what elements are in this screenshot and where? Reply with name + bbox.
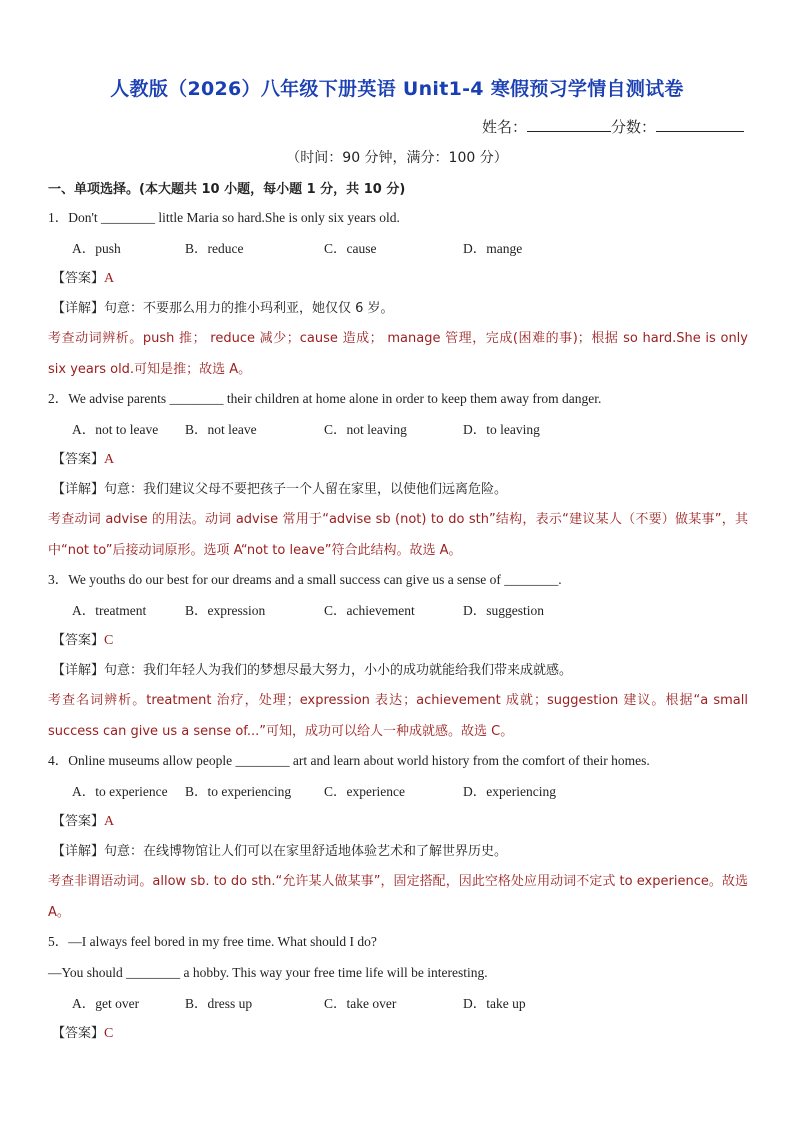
option-c: C．cause — [324, 241, 377, 256]
option-row — [72, 239, 748, 259]
translation-text: 句意：我们年轻人为我们的梦想尽最大努力，小小的成功就能给我们带来成就感。 — [104, 663, 573, 678]
explain-label: 【详解】 — [52, 301, 105, 316]
question-5 — [48, 932, 748, 1044]
answer-line — [52, 450, 748, 470]
score-label: 分数： — [610, 118, 656, 136]
question-3 — [48, 570, 748, 747]
answer-label: 【答案】 — [52, 271, 105, 286]
option-row — [72, 420, 748, 440]
option-a: A．treatment — [72, 603, 147, 618]
answer-label: 【答案】 — [52, 814, 105, 829]
answer-label: 【答案】 — [52, 633, 105, 648]
answer-value: A — [104, 271, 115, 286]
option-b: B．to experiencing — [185, 784, 292, 799]
name-label: 姓名： — [481, 118, 527, 136]
score-blank[interactable] — [656, 117, 744, 132]
explain-label: 【详解】 — [52, 844, 105, 859]
analysis-text: 考查非谓语动词。allow sb. to do sth.“允许某人做某事”，固定搭配，因此空格处应用动词不定式 to experience。故选 A。 — [48, 874, 748, 920]
translation-text: 句意：不要那么用力的推小玛利亚，她仅仅 6 岁。 — [104, 301, 394, 316]
answer-line — [52, 631, 748, 651]
option-d: D．mange — [463, 241, 523, 256]
option-b: B．not leave — [185, 422, 257, 437]
answer-label: 【答案】 — [52, 452, 105, 467]
question-2 — [48, 389, 748, 566]
answer-line — [52, 269, 748, 289]
option-c: C．not leaving — [324, 422, 407, 437]
option-a: A．not to leave — [72, 422, 159, 437]
section-title: 一、单项选择。(本大题共 10 小题，每小题 1 分，共 10 分) — [48, 182, 406, 197]
question-stem: 4．Online museums allow people ________ art and learn about world history from the comfort of their homes. — [48, 753, 650, 768]
translation-text: 句意：在线博物馆让人们可以在家里舒适地体验艺术和了解世界历史。 — [104, 844, 508, 859]
option-row — [72, 782, 748, 802]
question-stem-second-line: —You should ________ a hobby. This way your free time life will be interesting. — [48, 965, 488, 980]
option-c: C．take over — [324, 996, 397, 1011]
option-c: C．experience — [324, 784, 405, 799]
time-note: （时间：90 分钟，满分：100 分） — [286, 150, 508, 166]
explanation-line — [52, 480, 748, 500]
option-d: D．to leaving — [463, 422, 540, 437]
option-b: B．reduce — [185, 241, 244, 256]
option-a: A．to experience — [72, 784, 168, 799]
answer-value: C — [104, 633, 114, 648]
analysis-text: 考查名词辨析。treatment 治疗，处理；expression 表达；achievement 成就；suggestion 建议。根据“a small success can give us a sense of...”可知，成功可以给人一种成就感。故选 C。 — [48, 693, 748, 739]
option-row — [72, 994, 748, 1014]
explanation-line — [52, 842, 748, 862]
question-stem: 1．Don't ________ little Maria so hard.She is only six years old. — [48, 210, 400, 225]
answer-value: A — [104, 814, 115, 829]
option-a: A．get over — [72, 996, 140, 1011]
explanation-line — [52, 661, 748, 681]
answer-value: A — [104, 452, 115, 467]
option-d: D．experiencing — [463, 784, 556, 799]
name-blank[interactable] — [527, 117, 611, 132]
answer-label: 【答案】 — [52, 1026, 105, 1041]
question-stem: 5．—I always feel bored in my free time. What should I do? — [48, 934, 377, 949]
translation-text: 句意：我们建议父母不要把孩子一个人留在家里，以使他们远离危险。 — [104, 482, 508, 497]
option-b: B．expression — [185, 603, 266, 618]
answer-line — [52, 1024, 748, 1044]
answer-value: C — [104, 1026, 114, 1041]
answer-line — [52, 812, 748, 832]
explain-label: 【详解】 — [52, 482, 105, 497]
name-score-line — [482, 116, 744, 137]
explain-label: 【详解】 — [52, 663, 105, 678]
page-title: 人教版（2026）八年级下册英语 Unit1-4 寒假预习学情自测试卷 — [110, 78, 684, 100]
question-list — [48, 208, 748, 1054]
option-row — [72, 601, 748, 621]
option-a: A．push — [72, 241, 121, 256]
option-d: D．take up — [463, 996, 526, 1011]
question-1 — [48, 208, 748, 385]
analysis-text: 考查动词辨析。push 推； reduce 减少；cause 造成； manage 管理，完成(困难的事)；根据 so hard.She is only six years old.可知是推；故选 A。 — [48, 331, 748, 377]
question-stem: 2．We advise parents ________ their children at home alone in order to keep them away from danger. — [48, 391, 602, 406]
explanation-line — [52, 299, 748, 319]
option-c: C．achievement — [324, 603, 415, 618]
option-d: D．suggestion — [463, 603, 544, 618]
option-b: B．dress up — [185, 996, 253, 1011]
question-stem: 3．We youths do our best for our dreams and a small success can give us a sense of ________. — [48, 572, 562, 587]
question-4 — [48, 751, 748, 928]
analysis-text: 考查动词 advise 的用法。动词 advise 常用于“advise sb (not) to do sth”结构，表示“建议某人（不要）做某事”，其中“not to”后接动词原形。选项 A“not to leave”符合此结构。故选 A。 — [48, 512, 748, 558]
